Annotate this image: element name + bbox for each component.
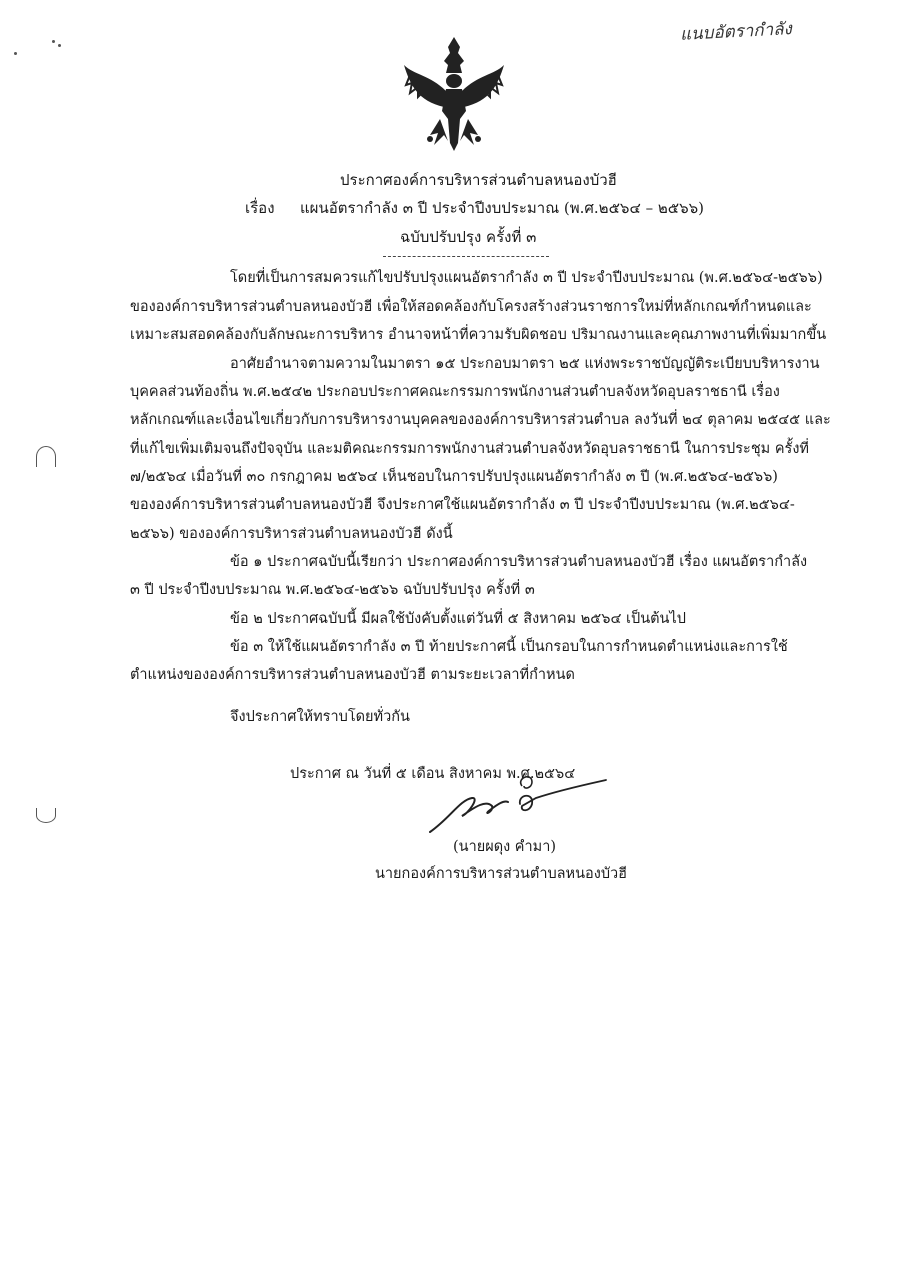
body-line: ขององค์การบริหารส่วนตำบลหนองบัวฮี เพื่อให้สอดคล้องกับโครงสร้างส่วนราชการใหม่ที่หลักเกณฑ์กำหนดและ xyxy=(130,299,812,315)
subject-label: เรื่อง xyxy=(245,199,275,217)
handwritten-note: แนบอัตรากำลัง xyxy=(679,19,793,45)
signatory-position: นายกองค์การบริหารส่วนตำบลหนองบัวฮี xyxy=(375,866,628,882)
title-divider xyxy=(383,256,549,257)
clause-1: ข้อ ๑ ประกาศฉบับนี้เรียกว่า ประกาศองค์การบริหารส่วนตำบลหนองบัวฮี เรื่อง แผนอัตรากำลัง xyxy=(230,554,808,570)
body-line: ที่แก้ไขเพิ่มเติมจนถึงปัจจุบัน และมติคณะกรรมการพนักงานส่วนตำบลจังหวัดอุบลราชธานี ในการประชุม ครั้งที่ xyxy=(130,441,809,457)
body-line: อาศัยอำนาจตามความในมาตรา ๑๕ ประกอบมาตรา ๒๕ แห่งพระราชบัญญัติระเบียบบริหารงาน xyxy=(230,356,820,372)
revision-text: ฉบับปรับปรุง ครั้งที่ ๓ xyxy=(400,228,537,246)
dateline: ประกาศ ณ วันที่ ๕ เดือน สิงหาคม พ.ศ.๒๕๖๔ xyxy=(290,766,576,782)
body-line: ขององค์การบริหารส่วนตำบลหนองบัวฮี จึงประกาศใช้แผนอัตรากำลัง ๓ ปี ประจำปีงบประมาณ (พ.ศ.๒๕๖๔- xyxy=(130,497,795,513)
subject-text: แผนอัตรากำลัง ๓ ปี ประจำปีงบประมาณ (พ.ศ.๒๕๖๔ – ๒๕๖๖) xyxy=(300,199,704,217)
clause-3-cont: ตำแหน่งขององค์การบริหารส่วนตำบลหนองบัวฮี ตามระยะเวลาที่กำหนด xyxy=(130,667,575,683)
signatory-name: (นายผดุง คำมา) xyxy=(453,839,557,855)
body-line: เหมาะสมสอดคล้องกับลักษณะการบริหาร อำนาจหน้าที่ความรับผิดชอบ ปริมาณงานและคุณภาพงานที่เพิ่มมากขึ้น xyxy=(130,327,827,343)
closing-statement: จึงประกาศให้ทราบโดยทั่วกัน xyxy=(230,709,410,725)
signature-scribble xyxy=(420,770,620,840)
hole-punch-mark xyxy=(36,446,56,467)
body-line: ๒๕๖๖) ขององค์การบริหารส่วนตำบลหนองบัวฮี ดังนี้ xyxy=(130,526,453,542)
clause-2: ข้อ ๒ ประกาศฉบับนี้ มีผลใช้บังคับตั้งแต่วันที่ ๕ สิงหาคม ๒๕๖๔ เป็นต้นไป xyxy=(230,611,686,627)
announcement-title: ประกาศองค์การบริหารส่วนตำบลหนองบัวฮี xyxy=(340,171,617,189)
body-line: หลักเกณฑ์และเงื่อนไขเกี่ยวกับการบริหารงานบุคคลขององค์การบริหารส่วนตำบล ลงวันที่ ๒๔ ตุลาคม ๒๕๔๕ และ xyxy=(130,412,831,428)
scan-speck xyxy=(52,40,55,43)
hole-punch-mark xyxy=(36,808,56,823)
clause-3: ข้อ ๓ ให้ใช้แผนอัตรากำลัง ๓ ปี ท้ายประกาศนี้ เป็นกรอบในการกำหนดตำแหน่งและการใช้ xyxy=(230,639,788,655)
body-line: โดยที่เป็นการสมควรแก้ไขปรับปรุงแผนอัตรากำลัง ๓ ปี ประจำปีงบประมาณ (พ.ศ.๒๕๖๔-๒๕๖๖) xyxy=(230,270,823,286)
clause-1-cont: ๓ ปี ประจำปีงบประมาณ พ.ศ.๒๕๖๔-๒๕๖๖ ฉบับปรับปรุง ครั้งที่ ๓ xyxy=(130,582,535,598)
scan-speck xyxy=(58,44,61,47)
garuda-emblem xyxy=(400,35,508,155)
scan-speck xyxy=(14,52,17,55)
body-line: ๗/๒๕๖๔ เมื่อวันที่ ๓๐ กรกฎาคม ๒๕๖๔ เห็นชอบในการปรับปรุงแผนอัตรากำลัง ๓ ปี (พ.ศ.๒๕๖๔-๒๕๖๖) xyxy=(130,469,778,485)
body-line: บุคคลส่วนท้องถิ่น พ.ศ.๒๕๔๒ ประกอบประกาศคณะกรรมการพนักงานส่วนตำบลจังหวัดอุบลราชธานี เรื่อง xyxy=(130,384,780,400)
